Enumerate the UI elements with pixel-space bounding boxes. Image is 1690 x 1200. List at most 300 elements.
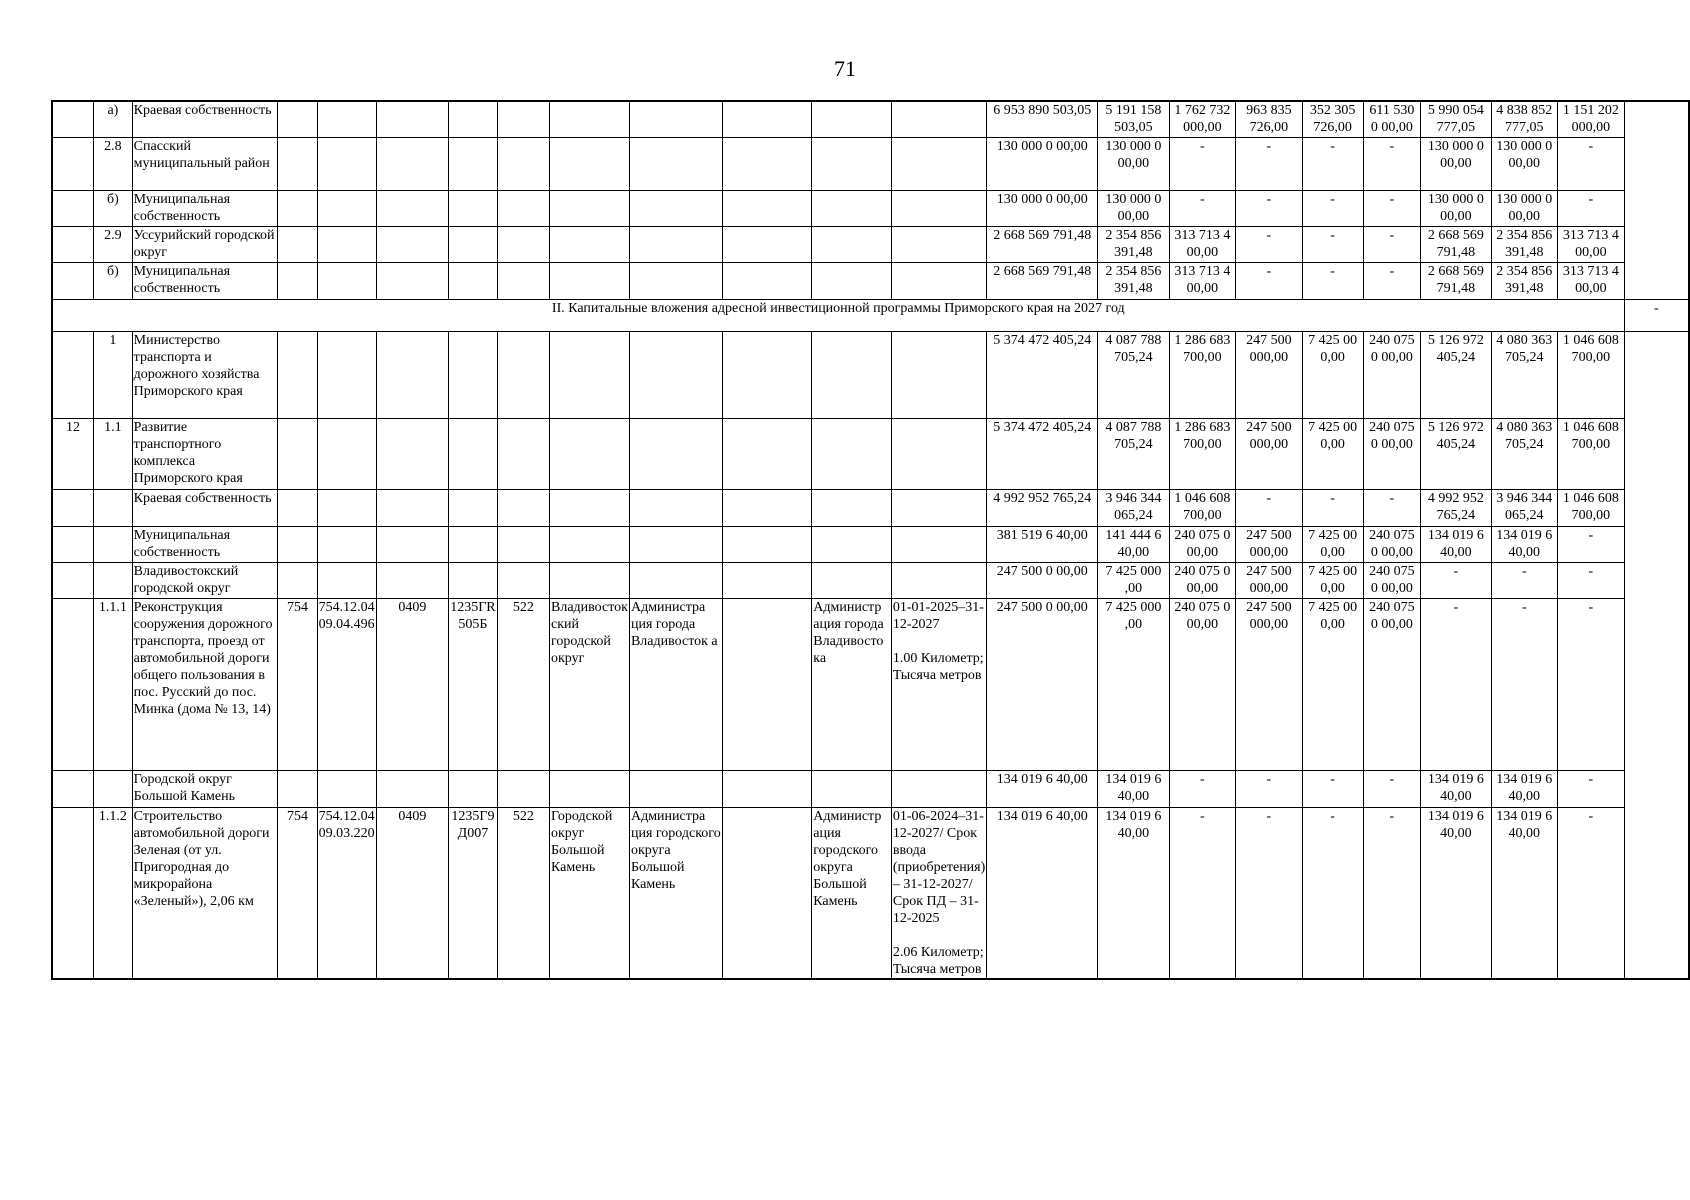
- amount-cell: 247 500 000,00: [1236, 562, 1303, 598]
- code-cell-f4: [449, 770, 497, 807]
- term-capacity-cell: [891, 562, 986, 598]
- amount-cell: -: [1363, 770, 1421, 807]
- term-capacity-cell: [891, 489, 986, 526]
- row-number-cell: [52, 331, 94, 418]
- amount-cell: 4 080 363 705,24: [1491, 418, 1558, 489]
- code-cell-f5: 522: [497, 598, 549, 770]
- amount-cell: -: [1363, 489, 1421, 526]
- term-capacity-cell: [891, 418, 986, 489]
- amount-cell: 1 286 683 700,00: [1169, 331, 1236, 418]
- code-cell-f1: [278, 331, 317, 418]
- code-cell-f8: [723, 101, 812, 137]
- row-number-cell: [52, 526, 94, 562]
- amount-cell: 313 713 4 00,00: [1169, 262, 1236, 299]
- code-cell-f2: [317, 331, 376, 418]
- amount-cell: 2 354 856 391,48: [1491, 262, 1558, 299]
- capacity-text: 2.06 Километр; Тысяча метров: [892, 944, 984, 977]
- amount-cell: 381 519 6 40,00: [987, 526, 1098, 562]
- table-row: [52, 807, 1689, 979]
- code-cell-f1: [278, 226, 317, 262]
- code-cell-f2: [317, 226, 376, 262]
- amount-cell: 4 080 363 705,24: [1491, 331, 1558, 418]
- code-cell-f1: 754: [278, 598, 317, 770]
- amount-cell: -: [1491, 598, 1558, 770]
- code-cell-f6: [550, 190, 630, 226]
- amount-cell: 4 087 788 705,24: [1098, 418, 1169, 489]
- code-cell-f5: [497, 418, 549, 489]
- code-cell-f2: [317, 262, 376, 299]
- row-number-cell: [52, 598, 94, 770]
- code-cell-f9: [812, 226, 892, 262]
- table-row: [52, 226, 1689, 262]
- code-cell-f8: [723, 598, 812, 770]
- code-cell-f8: [723, 190, 812, 226]
- code-cell-f6: [550, 770, 630, 807]
- object-name-cell: Министерство транспорта и дорожного хозяйства Приморского края: [132, 331, 278, 418]
- table-row: [52, 190, 1689, 226]
- code-cell-f3: 0409: [376, 807, 449, 979]
- code-cell-f9: [812, 137, 892, 190]
- code-cell-f9: [812, 562, 892, 598]
- code-cell-f1: [278, 489, 317, 526]
- amount-cell: 7 425 00 0,00: [1302, 331, 1363, 418]
- code-cell-f8: [723, 526, 812, 562]
- object-name-cell: Муниципальная собственность: [132, 262, 278, 299]
- amount-cell: 134 019 6 40,00: [1098, 807, 1169, 979]
- section-last-cell: -: [1624, 299, 1689, 331]
- amount-cell: 240 075 0 00,00: [1363, 418, 1421, 489]
- code-cell-f4: [449, 262, 497, 299]
- amount-cell: 240 075 0 00,00: [1169, 562, 1236, 598]
- row-number-cell: [52, 190, 94, 226]
- row-number-cell: 12: [52, 418, 94, 489]
- amount-cell: 134 019 6 40,00: [987, 770, 1098, 807]
- code-cell-f7: [629, 101, 722, 137]
- code-cell-f7: [629, 418, 722, 489]
- code-cell-f8: [723, 262, 812, 299]
- amount-cell: 963 835 726,00: [1236, 101, 1303, 137]
- table-row: [52, 101, 1689, 137]
- amount-cell: 134 019 6 40,00: [987, 807, 1098, 979]
- amount-cell: 240 075 0 00,00: [1363, 526, 1421, 562]
- amount-cell: 130 000 0 00,00: [987, 137, 1098, 190]
- row-number-cell: [52, 562, 94, 598]
- code-cell-f8: [723, 418, 812, 489]
- code-cell-f1: [278, 418, 317, 489]
- code-cell-f4: [449, 226, 497, 262]
- code-cell-f8: [723, 137, 812, 190]
- amount-cell: 2 354 856 391,48: [1098, 262, 1169, 299]
- page-number: 71: [834, 56, 856, 81]
- code-cell-f6: Городской округ Большой Камень: [550, 807, 630, 979]
- table-row: [52, 562, 1689, 598]
- amount-cell: 7 425 00 0,00: [1302, 562, 1363, 598]
- amount-cell: 1 151 202 000,00: [1558, 101, 1625, 137]
- term-capacity-cell: [891, 807, 986, 979]
- row-index-cell: 1.1: [94, 418, 133, 489]
- term-text: 01-06-2024–31-12-2027/ Срок ввода (приобретения) – 31-12-2027/ Срок ПД – 31-12-2025: [892, 808, 986, 926]
- row-index-cell: [94, 526, 133, 562]
- code-cell-f5: [497, 226, 549, 262]
- amount-cell: 313 713 4 00,00: [1558, 226, 1625, 262]
- code-cell-f5: 522: [497, 807, 549, 979]
- code-cell-f2: [317, 418, 376, 489]
- row-number-cell: [52, 770, 94, 807]
- code-cell-f5: [497, 331, 549, 418]
- amount-cell: 130 000 0 00,00: [1421, 190, 1491, 226]
- amount-cell: 6 953 890 503,05: [987, 101, 1098, 137]
- code-cell-f2: 754.12.04 09.03.220: [317, 807, 376, 979]
- code-cell-f3: [376, 137, 449, 190]
- code-cell-f9: [812, 418, 892, 489]
- amount-cell: -: [1302, 489, 1363, 526]
- code-cell-f7: [629, 489, 722, 526]
- code-cell-f2: [317, 770, 376, 807]
- amount-cell: -: [1363, 190, 1421, 226]
- object-name-cell: Реконструкция сооружения дорожного транспорта, проезд от автомобильной дороги общего пользования в пос. Русский до пос. Минка (дома № 13, 14): [132, 598, 278, 770]
- code-cell-f3: [376, 101, 449, 137]
- code-cell-f8: [723, 807, 812, 979]
- row-number-cell: [52, 807, 94, 979]
- code-cell-f7: [629, 226, 722, 262]
- code-cell-f7: [629, 770, 722, 807]
- amount-cell: 130 000 0 00,00: [1098, 190, 1169, 226]
- code-cell-f1: [278, 770, 317, 807]
- object-name-cell: Краевая собственность: [132, 489, 278, 526]
- amount-cell: 247 500 0 00,00: [987, 562, 1098, 598]
- code-cell-f3: 0409: [376, 598, 449, 770]
- code-cell-f7: Администра ция города Владивосток а: [629, 598, 722, 770]
- code-cell-f7: [629, 190, 722, 226]
- table-row: [52, 526, 1689, 562]
- table-row: [52, 770, 1689, 807]
- amount-cell: 134 019 6 40,00: [1421, 770, 1491, 807]
- code-cell-f3: [376, 331, 449, 418]
- code-cell-f5: [497, 190, 549, 226]
- term-capacity-cell: [891, 190, 986, 226]
- amount-cell: 7 425 00 0,00: [1302, 526, 1363, 562]
- amount-cell: 134 019 6 40,00: [1491, 807, 1558, 979]
- object-name-cell: Муниципальная собственность: [132, 526, 278, 562]
- amount-cell: 5 374 472 405,24: [987, 331, 1098, 418]
- amount-cell: 5 374 472 405,24: [987, 418, 1098, 489]
- row-number-cell: [52, 101, 94, 137]
- row-index-cell: 1.1.2: [94, 807, 133, 979]
- amount-cell: 5 191 158 503,05: [1098, 101, 1169, 137]
- amount-cell: 240 075 0 00,00: [1363, 598, 1421, 770]
- code-cell-f9: [812, 331, 892, 418]
- amount-cell: 7 425 00 0,00: [1302, 418, 1363, 489]
- row-number-cell: [52, 262, 94, 299]
- amount-cell: 2 354 856 391,48: [1098, 226, 1169, 262]
- amount-cell: 2 668 569 791,48: [1421, 226, 1491, 262]
- code-cell-f2: [317, 489, 376, 526]
- code-cell-f3: [376, 562, 449, 598]
- amount-cell: 130 000 0 00,00: [1491, 190, 1558, 226]
- amount-cell: -: [1169, 137, 1236, 190]
- code-cell-f3: [376, 418, 449, 489]
- code-cell-f8: [723, 331, 812, 418]
- row-index-cell: б): [94, 190, 133, 226]
- amount-cell: -: [1491, 562, 1558, 598]
- amount-cell: 134 019 6 40,00: [1098, 770, 1169, 807]
- amount-cell: -: [1236, 262, 1303, 299]
- amount-cell: 1 046 608 700,00: [1558, 489, 1625, 526]
- code-cell-f4: 1235Г9 Д007: [449, 807, 497, 979]
- code-cell-f1: [278, 101, 317, 137]
- code-cell-f2: [317, 526, 376, 562]
- code-cell-f4: [449, 190, 497, 226]
- object-name-cell: Уссурийский городской округ: [132, 226, 278, 262]
- amount-cell: -: [1363, 807, 1421, 979]
- amount-cell: 1 762 732 000,00: [1169, 101, 1236, 137]
- code-cell-f5: [497, 101, 549, 137]
- code-cell-f5: [497, 489, 549, 526]
- table-row: [52, 418, 1689, 489]
- code-cell-f9: [812, 101, 892, 137]
- term-capacity-cell: [891, 226, 986, 262]
- row-number-cell: [52, 489, 94, 526]
- code-cell-f5: [497, 526, 549, 562]
- code-cell-f8: [723, 770, 812, 807]
- amount-cell: -: [1363, 262, 1421, 299]
- amount-cell: 2 668 569 791,48: [987, 226, 1098, 262]
- amount-cell: 1 046 608 700,00: [1169, 489, 1236, 526]
- object-name-cell: Владивостокский городской округ: [132, 562, 278, 598]
- table-row: [52, 331, 1689, 418]
- amount-cell: 240 075 0 00,00: [1363, 562, 1421, 598]
- amount-cell: -: [1302, 770, 1363, 807]
- row-index-cell: [94, 770, 133, 807]
- amount-cell: -: [1302, 807, 1363, 979]
- amount-cell: 2 354 856 391,48: [1491, 226, 1558, 262]
- amount-cell: -: [1421, 598, 1491, 770]
- code-cell-f1: [278, 190, 317, 226]
- code-cell-f4: [449, 101, 497, 137]
- capacity-text: 1.00 Километр; Тысяча метров: [892, 650, 984, 683]
- code-cell-f7: Администра ция городского округа Большой Камень: [629, 807, 722, 979]
- object-name-cell: Краевая собственность: [132, 101, 278, 137]
- row-index-cell: 1.1.1: [94, 598, 133, 770]
- amount-cell: -: [1558, 807, 1625, 979]
- code-cell-f5: [497, 562, 549, 598]
- row-number-cell: [52, 226, 94, 262]
- code-cell-f3: [376, 262, 449, 299]
- code-cell-f6: Владивосток ский городской округ: [550, 598, 630, 770]
- amount-cell: 4 087 788 705,24: [1098, 331, 1169, 418]
- code-cell-f3: [376, 770, 449, 807]
- code-cell-f4: [449, 418, 497, 489]
- code-cell-f2: 754.12.04 09.04.496: [317, 598, 376, 770]
- amount-cell: 130 000 0 00,00: [1421, 137, 1491, 190]
- amount-cell: -: [1236, 489, 1303, 526]
- code-cell-f2: [317, 190, 376, 226]
- object-name-cell: Развитие транспортного комплекса Приморского края: [132, 418, 278, 489]
- amount-cell: 141 444 6 40,00: [1098, 526, 1169, 562]
- code-cell-f7: [629, 526, 722, 562]
- amount-cell: -: [1236, 137, 1303, 190]
- code-cell-f6: [550, 418, 630, 489]
- amount-cell: 134 019 6 40,00: [1421, 807, 1491, 979]
- amount-cell: 1 286 683 700,00: [1169, 418, 1236, 489]
- code-cell-f3: [376, 226, 449, 262]
- amount-cell: 1 046 608 700,00: [1558, 418, 1625, 489]
- section-title: II. Капитальные вложения адресной инвестиционной программы Приморского края на 2027 год: [52, 299, 1624, 331]
- amount-cell: 2 668 569 791,48: [1421, 262, 1491, 299]
- code-cell-f7: [629, 262, 722, 299]
- amount-cell: 4 992 952 765,24: [987, 489, 1098, 526]
- code-cell-f5: [497, 262, 549, 299]
- row-index-cell: а): [94, 101, 133, 137]
- code-cell-f9: [812, 770, 892, 807]
- code-cell-f3: [376, 489, 449, 526]
- code-cell-f6: [550, 489, 630, 526]
- amount-cell: 3 946 344 065,24: [1491, 489, 1558, 526]
- amount-cell: 134 019 6 40,00: [1491, 526, 1558, 562]
- amount-cell: 4 838 852 777,05: [1491, 101, 1558, 137]
- code-cell-f6: [550, 526, 630, 562]
- object-name-cell: Муниципальная собственность: [132, 190, 278, 226]
- table-row: [52, 262, 1689, 299]
- object-name-cell: Строительство автомобильной дороги Зеленая (от ул. Пригородная до микрорайона «Зеленый»), 2,06 км: [132, 807, 278, 979]
- amount-cell: -: [1236, 807, 1303, 979]
- amount-cell: 3 946 344 065,24: [1098, 489, 1169, 526]
- code-cell-f4: [449, 331, 497, 418]
- amount-cell: -: [1558, 562, 1625, 598]
- amount-cell: 134 019 6 40,00: [1421, 526, 1491, 562]
- amount-cell: 247 500 000,00: [1236, 418, 1303, 489]
- code-cell-f7: [629, 562, 722, 598]
- code-cell-f7: [629, 137, 722, 190]
- code-cell-f7: [629, 331, 722, 418]
- amount-cell: 611 530 0 00,00: [1363, 101, 1421, 137]
- row-index-cell: [94, 489, 133, 526]
- term-capacity-cell: [891, 770, 986, 807]
- code-cell-f9: [812, 262, 892, 299]
- amount-cell: 5 126 972 405,24: [1421, 331, 1491, 418]
- amount-cell: 4 992 952 765,24: [1421, 489, 1491, 526]
- amount-cell: 7 425 000 ,00: [1098, 562, 1169, 598]
- amount-cell: 240 075 0 00,00: [1169, 526, 1236, 562]
- term-capacity-cell: [891, 137, 986, 190]
- amount-cell: 1 046 608 700,00: [1558, 331, 1625, 418]
- code-cell-f6: [550, 101, 630, 137]
- term-capacity-cell: [891, 331, 986, 418]
- amount-cell: 247 500 000,00: [1236, 526, 1303, 562]
- code-cell-f9: [812, 526, 892, 562]
- amount-cell: -: [1363, 226, 1421, 262]
- code-cell-f8: [723, 226, 812, 262]
- amount-cell: 7 425 000 ,00: [1098, 598, 1169, 770]
- table-row: [52, 598, 1689, 770]
- object-name-cell: Спасский муниципальный район: [132, 137, 278, 190]
- term-capacity-cell: [891, 598, 986, 770]
- amount-cell: 247 500 000,00: [1236, 598, 1303, 770]
- amount-cell: 313 713 4 00,00: [1558, 262, 1625, 299]
- section-row: [52, 299, 1689, 331]
- code-cell-f9: Администр ация города Владивосто ка: [812, 598, 892, 770]
- amount-cell: 134 019 6 40,00: [1491, 770, 1558, 807]
- term-capacity-cell: [891, 526, 986, 562]
- code-cell-f6: [550, 137, 630, 190]
- code-cell-f1: 754: [278, 807, 317, 979]
- code-cell-f5: [497, 770, 549, 807]
- amount-cell: 5 990 054 777,05: [1421, 101, 1491, 137]
- term-capacity-cell: [891, 101, 986, 137]
- term-text: 01-01-2025–31-12-2027: [892, 599, 984, 632]
- amount-cell: -: [1558, 598, 1625, 770]
- code-cell-f9: [812, 190, 892, 226]
- row-index-cell: 2.9: [94, 226, 133, 262]
- amount-cell: 130 000 0 00,00: [1491, 137, 1558, 190]
- code-cell-f6: [550, 226, 630, 262]
- code-cell-f9: Администр ация городского округа Большой Камень: [812, 807, 892, 979]
- code-cell-f2: [317, 101, 376, 137]
- amount-cell: 240 075 0 00,00: [1169, 598, 1236, 770]
- code-cell-f4: [449, 526, 497, 562]
- code-cell-f5: [497, 137, 549, 190]
- row-index-cell: [94, 562, 133, 598]
- table-row: [52, 137, 1689, 190]
- code-cell-f1: [278, 262, 317, 299]
- code-cell-f1: [278, 562, 317, 598]
- amount-cell: -: [1558, 770, 1625, 807]
- amount-cell: 352 305 726,00: [1302, 101, 1363, 137]
- amount-cell: 7 425 00 0,00: [1302, 598, 1363, 770]
- code-cell-f2: [317, 562, 376, 598]
- code-cell-f6: [550, 262, 630, 299]
- row-index-cell: б): [94, 262, 133, 299]
- code-cell-f8: [723, 562, 812, 598]
- row-number-cell: [52, 137, 94, 190]
- term-capacity-cell: [891, 262, 986, 299]
- amount-cell: 240 075 0 00,00: [1363, 331, 1421, 418]
- code-cell-f9: [812, 489, 892, 526]
- amount-cell: 130 000 0 00,00: [987, 190, 1098, 226]
- code-cell-f6: [550, 562, 630, 598]
- code-cell-f1: [278, 526, 317, 562]
- amount-cell: -: [1558, 190, 1625, 226]
- amount-cell: 130 000 0 00,00: [1098, 137, 1169, 190]
- amount-cell: -: [1236, 190, 1303, 226]
- amount-cell: 2 668 569 791,48: [987, 262, 1098, 299]
- amount-cell: -: [1558, 137, 1625, 190]
- amount-cell: -: [1169, 190, 1236, 226]
- amount-cell: -: [1236, 226, 1303, 262]
- amount-cell: 313 713 4 00,00: [1169, 226, 1236, 262]
- amount-cell: -: [1558, 526, 1625, 562]
- code-cell-f3: [376, 526, 449, 562]
- investment-table: [51, 100, 1690, 980]
- code-cell-f4: 1235ГR 505Б: [449, 598, 497, 770]
- amount-cell: -: [1169, 807, 1236, 979]
- amount-cell: -: [1302, 190, 1363, 226]
- amount-cell: -: [1302, 226, 1363, 262]
- code-cell-f1: [278, 137, 317, 190]
- code-cell-f4: [449, 137, 497, 190]
- row-index-cell: 1: [94, 331, 133, 418]
- code-cell-f2: [317, 137, 376, 190]
- table-row: [52, 489, 1689, 526]
- amount-cell: -: [1302, 262, 1363, 299]
- amount-cell: -: [1421, 562, 1491, 598]
- code-cell-f4: [449, 562, 497, 598]
- amount-cell: -: [1169, 770, 1236, 807]
- amount-cell: 5 126 972 405,24: [1421, 418, 1491, 489]
- row-index-cell: 2.8: [94, 137, 133, 190]
- object-name-cell: Городской округ Большой Камень: [132, 770, 278, 807]
- code-cell-f4: [449, 489, 497, 526]
